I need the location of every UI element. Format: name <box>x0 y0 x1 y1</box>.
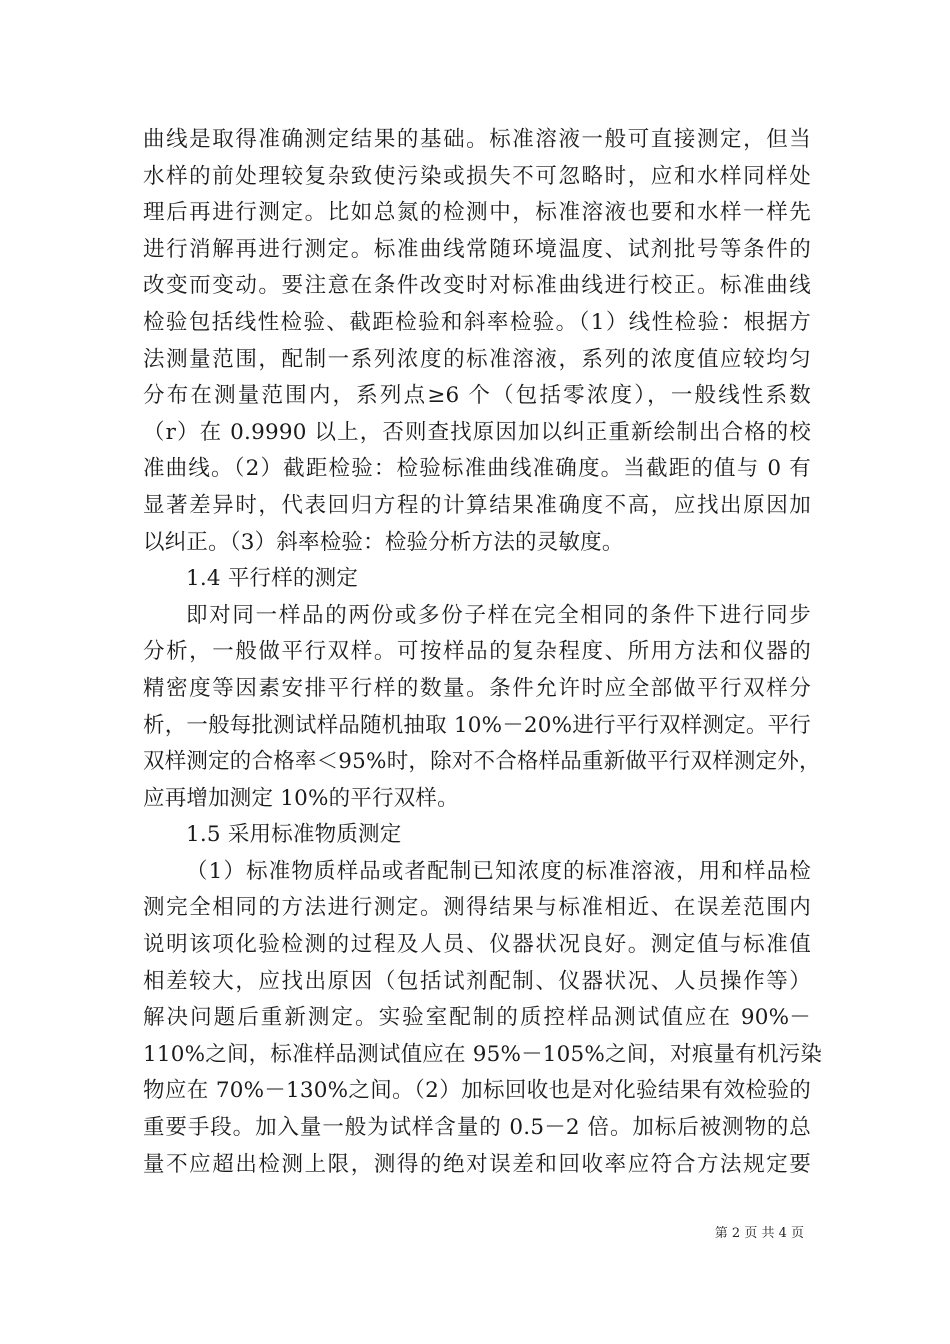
text-line: 物应在 70%－130%之间。（2）加标回收也是对化验结果有效检验的 <box>143 1078 811 1104</box>
text-line: 显著差异时，代表回归方程的计算结果准确度不高，应找出原因加 <box>143 492 811 518</box>
text-line: 分布在测量范围内，系列点≥6 个（包括零浓度），一般线性系数 <box>143 383 811 409</box>
text-line: 解决问题后重新测定。实验室配制的质控样品测试值应在 90%－ <box>143 1005 811 1031</box>
text-line: 重要手段。加入量一般为试样含量的 0.5－2 倍。加标后被测物的总 <box>143 1115 811 1141</box>
text-line: 量不应超出检测上限，测得的绝对误差和回收率应符合方法规定要 <box>143 1151 811 1177</box>
text-line: 理后再进行测定。比如总氮的检测中，标准溶液也要和水样一样先 <box>143 200 811 226</box>
section-heading: 1.4 平行样的测定 <box>186 566 359 592</box>
text-line: 曲线是取得准确测定结果的基础。标准溶液一般可直接测定，但当 <box>143 127 811 152</box>
page-number: 第 2 页 共 4 页 <box>714 1226 804 1241</box>
text-line: （r）在 0.9990 以上，否则查找原因加以纠正重新绘制出合格的校 <box>143 419 811 445</box>
text-line: 即对同一样品的两份或多份子样在完全相同的条件下进行同步 <box>186 602 811 628</box>
text-line: 分析，一般做平行双样。可按样品的复杂程度、所用方法和仪器的 <box>143 639 811 665</box>
section-heading: 1.5 采用标准物质测定 <box>186 822 402 848</box>
text-line: 110%之间，标准样品测试值应在 95%－105%之间，对痕量有机污染 <box>143 1041 823 1067</box>
text-line: 改变而变动。要注意在条件改变时对标准曲线进行校正。标准曲线 <box>143 273 811 299</box>
text-line: 测完全相同的方法进行测定。测得结果与标准相近、在误差范围内 <box>143 895 811 921</box>
text-line: 准曲线。（2）截距检验：检验标准曲线准确度。当截距的值与 0 有 <box>143 456 811 482</box>
text-line: （1）标准物质样品或者配制已知浓度的标准溶液，用和样品检 <box>186 858 811 884</box>
text-line: 相差较大，应找出原因（包括试剂配制、仪器状况、人员操作等） <box>143 968 811 994</box>
text-line: 说明该项化验检测的过程及人员、仪器状况良好。测定值与标准值 <box>143 932 811 958</box>
body-text <box>143 122 823 1183</box>
text-line: 检验包括线性检验、截距检验和斜率检验。（1）线性检验：根据方 <box>143 309 811 335</box>
text-line: 精密度等因素安排平行样的数量。条件允许时应全部做平行双样分 <box>143 675 811 701</box>
text-line: 析，一般每批测试样品随机抽取 10%－20%进行平行双样测定。平行 <box>143 712 812 738</box>
text-line: 法测量范围，配制一系列浓度的标准溶液，系列的浓度值应较均匀 <box>143 346 811 372</box>
text-line: 进行消解再进行测定。标准曲线常随环境温度、试剂批号等条件的 <box>143 236 811 262</box>
text-line: 应再增加测定 10%的平行双样。 <box>143 785 459 811</box>
text-line: 水样的前处理较复杂致使污染或损失不可忽略时，应和水样同样处 <box>143 163 811 189</box>
text-line: 以纠正。（3）斜率检验：检验分析方法的灵敏度。 <box>143 529 624 555</box>
text-line: 双样测定的合格率＜95%时，除对不合格样品重新做平行双样测定外， <box>143 749 821 775</box>
